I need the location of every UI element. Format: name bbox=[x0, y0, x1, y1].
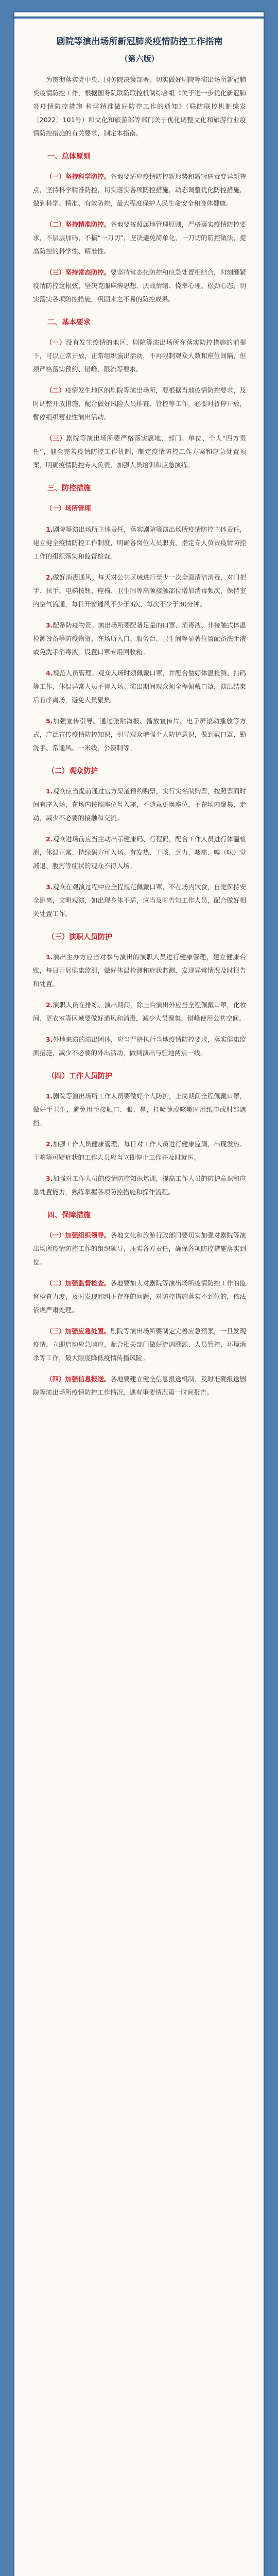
section-paragraph bbox=[33, 502, 246, 515]
section-heading: 三、防控措施 bbox=[47, 484, 91, 493]
paragraph-lead: （一）场所管理 bbox=[46, 504, 91, 512]
section-heading: （二）观众防护 bbox=[47, 767, 98, 775]
paragraph-text: 各地文化和旅游行政部门要切实加强对剧院等演出场所疫情防控工作的组织领导，压实各方责任，确保各项防控措施落实到位。 bbox=[33, 1231, 246, 1266]
paragraph-text: 观众应当提前通过官方渠道预约购票，实行实名制购票，按照票面时间有序入场，在场内按照座位号入座，不随意更换座位，不在场内聚集、走动，减少不必要的接触和交流。 bbox=[33, 787, 246, 822]
section-paragraph bbox=[33, 1325, 246, 1365]
section-paragraph bbox=[33, 1372, 246, 1399]
section-paragraph bbox=[33, 432, 246, 472]
section-paragraph bbox=[33, 1033, 246, 1060]
paragraph-text: 没有发生疫情的地区，剧院等演出场所在落实防控措施的前提下，可以正常开放，正常组织演出活动，不再限制观众人数和座位间隔，但须严格落实预约、错峰、限流等要求。 bbox=[33, 338, 246, 373]
paragraph-lead: 1. bbox=[46, 526, 53, 533]
paragraph-text: 剧院等演出场所工作人员要做好个人防护，上岗期间全程佩戴口罩，做好手卫生，避免用手接触口、眼、鼻，打喷嚏或咳嗽时用纸巾或肘部遮挡。 bbox=[33, 1092, 246, 1127]
paragraph-lead: 2. bbox=[46, 1001, 53, 1009]
section-paragraph bbox=[33, 715, 246, 755]
paragraph-lead: （三） bbox=[46, 434, 66, 442]
paragraph-text: 加强工作人员健康管理，每日对工作人员进行健康监测，出现发热、干咳等可疑症状的工作人员应当立即停止工作并及时就医。 bbox=[33, 1140, 246, 1161]
section-heading: 四、保障措施 bbox=[47, 1211, 91, 1219]
section-paragraph bbox=[33, 571, 246, 611]
paragraph-text: 各地要适应疫情防控新形势和新冠病毒变异新特点，坚持科学精准防控，切实落实各项防控措施，动态调整优化防控措施，做到科学、精准、有效防控，最大程度保护人民生命安全和身体健康。 bbox=[33, 173, 246, 207]
paragraph-lead: 3. bbox=[46, 883, 53, 891]
section-paragraph bbox=[33, 1138, 246, 1164]
paragraph-lead: 4. bbox=[46, 669, 53, 677]
paragraph-lead: 1. bbox=[46, 953, 53, 961]
section-paragraph bbox=[33, 266, 246, 306]
section-paragraph bbox=[33, 1229, 246, 1269]
paragraph-text: 要坚持常态化防控和应急处置相结合，时刻绷紧疫情防控这根弦，坚决克服麻痹思想、厌战情绪、侥幸心理、松劲心态，切实落实各项防控措施，巩固来之不易的防控成果。 bbox=[33, 268, 246, 303]
paragraph-text: 观众在观演过程中应全程规范佩戴口罩，不在场内饮食，自觉保持安全距离，文明观演，如出现身体不适，应当及时告知工作人员，配合做好相关处置工作。 bbox=[33, 883, 246, 918]
paragraph-text: 外地来演的演出团体，应当严格执行当地疫情防控要求，落实健康监测措施，减少不必要的外出活动，做到演出与驻地两点一线。 bbox=[33, 1036, 246, 1057]
paragraph-lead: 2. bbox=[46, 1140, 53, 1148]
paragraph-text: 观众进场前应当主动出示健康码、行程码，配合工作人员进行体温检测，体温正常、持绿码方可入场。有发热、干咳、乏力、咽痛、嗅（味）觉减退、腹泻等症状的观众不得入场。 bbox=[33, 835, 246, 870]
paragraph-text: 演职人员在排练、演出期间，除上台演出外应当全程佩戴口罩，化妆间、更衣室等区域要做好通风和消毒，减少人员聚集，错峰使用公共空间。 bbox=[33, 1001, 246, 1022]
paragraph-lead: 2. bbox=[46, 835, 53, 843]
section-paragraph bbox=[33, 998, 246, 1025]
section-paragraph bbox=[33, 1172, 246, 1199]
document-content bbox=[33, 28, 246, 2576]
section-paragraph bbox=[33, 785, 246, 825]
section-heading: 一、总体原则 bbox=[47, 152, 91, 161]
sections-container bbox=[33, 150, 246, 1399]
paragraph-text: 演出主办方应当对参与演出的演职人员进行健康管理，建立健康台账，每日开展健康监测，做好体温检测和症状监测，发现异常情况及时报告和处置。 bbox=[33, 953, 246, 988]
paragraph-lead: （一） bbox=[46, 338, 66, 346]
paragraph-text: 剧院等演出场所主体责任，落实剧院等演出场所疫情防控主体责任，建立健全疫情防控工作制度，明确各岗位人员职责，指定专人负责疫情防控工作的组织落实和监督检查。 bbox=[33, 526, 246, 560]
paragraph-text: 加强宣传引导。通过张贴海报、播放宣传片、电子屏滚动播放等方式，广泛宣传疫情防控知识，引导观众增强个人防护意识，做到戴口罩、勤洗手、常通风、一米线、公筷制等。 bbox=[33, 717, 246, 752]
paragraph-lead: （二） bbox=[46, 386, 65, 394]
section-heading: （三）演职人员防护 bbox=[47, 933, 112, 941]
section-paragraph bbox=[33, 880, 246, 921]
paragraph-lead: （三）加强应急处置。 bbox=[46, 1327, 111, 1335]
section-paragraph bbox=[33, 1090, 246, 1130]
section-heading: 二、基本要求 bbox=[47, 318, 91, 327]
section-paragraph bbox=[33, 667, 246, 707]
paragraph-text: 规范人员管理。观众入场时须佩戴口罩，并配合做好体温检测、扫码等工作，体温异常人员不得入场。演出期间观众须全程佩戴口罩，演出结束后有序离场，避免人员聚集。 bbox=[33, 669, 246, 704]
paragraph-lead: （二）坚持精准防控。 bbox=[46, 221, 111, 228]
paragraph-text: 疫情发生地区的剧院等演出场所，要根据当地疫情防控要求，及时调整开放措施，配合做好风险人员排查、管控等工作，必要时暂停开放，暂停组织营业性演出活动。 bbox=[33, 386, 246, 421]
section-paragraph bbox=[33, 523, 246, 563]
paragraph-lead: （一）加强组织领导。 bbox=[46, 1231, 111, 1239]
paragraph-lead: 3. bbox=[46, 1175, 53, 1182]
paragraph-text: 配备防疫物资。演出场所要配备足量的口罩、消毒液、非接触式体温检测设备等防疫物资，在场所入口、服务台、卫生间等显著位置配备洗手液或免洗手消毒液，设置口罩专用回收箱。 bbox=[33, 621, 246, 656]
decorative-top-band bbox=[14, 16, 264, 19]
paragraph-lead: （四）加强信息报送。 bbox=[46, 1375, 111, 1383]
section-paragraph bbox=[33, 619, 246, 659]
paragraph-text: 各地要建立健全信息报送机制，及时准确报送剧院等演出场所疫情防控工作情况，遇有重要情况第一时间报告。 bbox=[33, 1375, 246, 1396]
paragraph-text: 各地要加大对剧院等演出场所疫情防控工作的监督检查力度，及时发现和纠正存在的问题，对防控措施落实不到位的，依法依规严肃处理。 bbox=[33, 1279, 246, 1314]
section-paragraph bbox=[33, 833, 246, 873]
paragraph-lead: 3. bbox=[46, 1036, 53, 1043]
paragraph-lead: （一）坚持科学防控。 bbox=[46, 173, 111, 180]
section-paragraph bbox=[33, 951, 246, 991]
section-paragraph bbox=[33, 384, 246, 424]
section-paragraph bbox=[33, 170, 246, 210]
document-subtitle: （第六版） bbox=[120, 54, 159, 63]
paragraph-lead: 5. bbox=[46, 717, 53, 725]
section-paragraph bbox=[33, 1277, 246, 1317]
section-paragraph bbox=[33, 336, 246, 376]
document-frame bbox=[13, 11, 265, 2576]
paragraph-lead: （二）加强监督检查。 bbox=[46, 1279, 111, 1287]
paragraph-text: 各地要按照属地管理原则，严格落实疫情防控要求，不层层加码，不搞“一刀切”，坚决避免简单化、一刀切的防控做法，提高防控的科学性、精准性。 bbox=[33, 221, 246, 255]
paragraph-text: 做好消毒通风。每天对公共区域进行至少一次全面清洁消毒，对门把手、扶手、电梯按钮、座椅、卫生间等高频接触部位增加消毒频次，保持室内空气流通，每日开窗通风不少于3次，每次不少于30分钟。 bbox=[33, 573, 246, 608]
paragraph-lead: （三）坚持常态防控。 bbox=[46, 268, 111, 276]
section-paragraph bbox=[33, 218, 246, 258]
document-title: 剧院等演出场所新冠肺炎疫情防控工作指南 bbox=[56, 37, 223, 47]
paragraph-lead: 3. bbox=[46, 621, 53, 629]
paragraph-lead: 1. bbox=[46, 1092, 53, 1100]
intro-paragraph: 为贯彻落实党中央、国务院决策部署，切实做好剧院等演出场所新冠肺炎疫情防控工作，根据国务院联防联控机制综合组《关于进一步优化新冠肺炎疫情防控措施 科学精准做好防控工作的通知》（联防联控机制综发〔2022〕101号）和文化和旅游部等部门关于优化调整文化和旅游行业疫情防控措施的有关要求，制定本指南。 bbox=[33, 76, 246, 137]
paragraph-lead: 2. bbox=[46, 573, 53, 581]
paragraph-text: 剧院等演出场所要严格落实属地、部门、单位、个人“四方责任”，健全完善疫情防控工作机制，制定疫情防控工作方案和应急处置预案，明确疫情防控专人负责，加强人员培训和应急演练。 bbox=[33, 434, 246, 469]
paragraph-lead: 1. bbox=[46, 787, 53, 795]
paragraph-text: 加强对工作人员的疫情防控知识培训，提高工作人员的防护意识和应急处置能力，熟练掌握各项防控措施和操作流程。 bbox=[33, 1175, 246, 1196]
paragraph-text: 剧院等演出场所要制定完善应急预案，一旦发现疫情，立即启动应急响应，配合相关部门做好流调溯源、人员管控、环境消杀等工作，最大限度降低疫情传播风险。 bbox=[33, 1327, 246, 1362]
section-heading: （四）工作人员防护 bbox=[47, 1072, 112, 1080]
